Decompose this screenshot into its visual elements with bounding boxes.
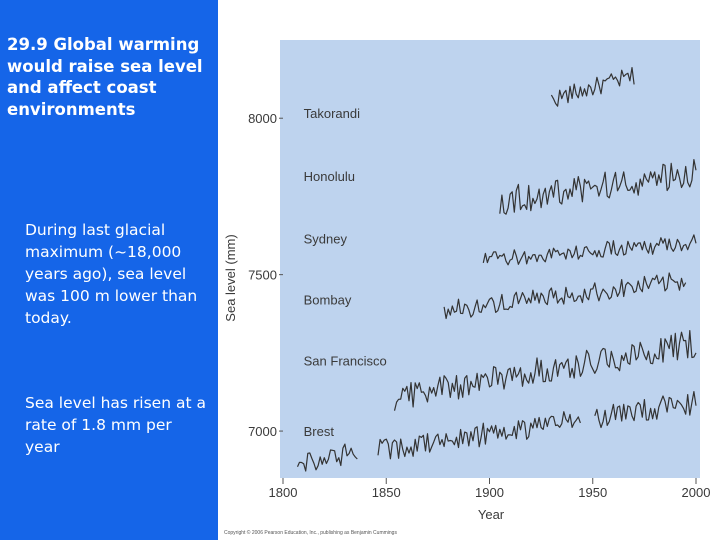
x-tick-label: 1800 bbox=[268, 485, 298, 500]
bullet-glacial-maximum: During last glacial maximum (~18,000 years ago), sea level was 100 m lower than today. bbox=[25, 221, 198, 327]
series-label-brest: Brest bbox=[303, 423, 334, 439]
chart-container bbox=[218, 34, 720, 540]
series-label-bombay: Bombay bbox=[303, 292, 352, 308]
sea-level-chart bbox=[218, 34, 720, 540]
series-label-honolulu: Honolulu bbox=[303, 168, 355, 184]
x-tick-label: 1900 bbox=[475, 485, 504, 500]
series-label-takorandi: Takorandi bbox=[303, 106, 361, 122]
slide-title: 29.9 Global warming would raise sea level and affect coast environments bbox=[7, 35, 203, 119]
y-axis-title: Sea level (mm) bbox=[223, 234, 238, 322]
y-tick-label: 8000 bbox=[248, 111, 277, 127]
x-tick-label: 1950 bbox=[578, 485, 608, 500]
left-panel bbox=[0, 0, 218, 540]
bullet-sea-level-rise: Sea level has risen at a rate of 1.8 mm per year bbox=[25, 394, 206, 456]
x-tick-label: 2000 bbox=[681, 485, 711, 500]
y-tick-label: 7000 bbox=[248, 424, 277, 440]
series-label-san-francisco: San Francisco bbox=[303, 353, 387, 369]
series-label-sydney: Sydney bbox=[303, 231, 348, 247]
x-axis-title: Year bbox=[477, 507, 505, 522]
x-tick-label: 1850 bbox=[371, 485, 401, 500]
copyright-text: Copyright © 2006 Pearson Education, Inc., publishing as Benjamin Cummings bbox=[224, 530, 397, 536]
y-tick-label: 7500 bbox=[248, 267, 277, 283]
